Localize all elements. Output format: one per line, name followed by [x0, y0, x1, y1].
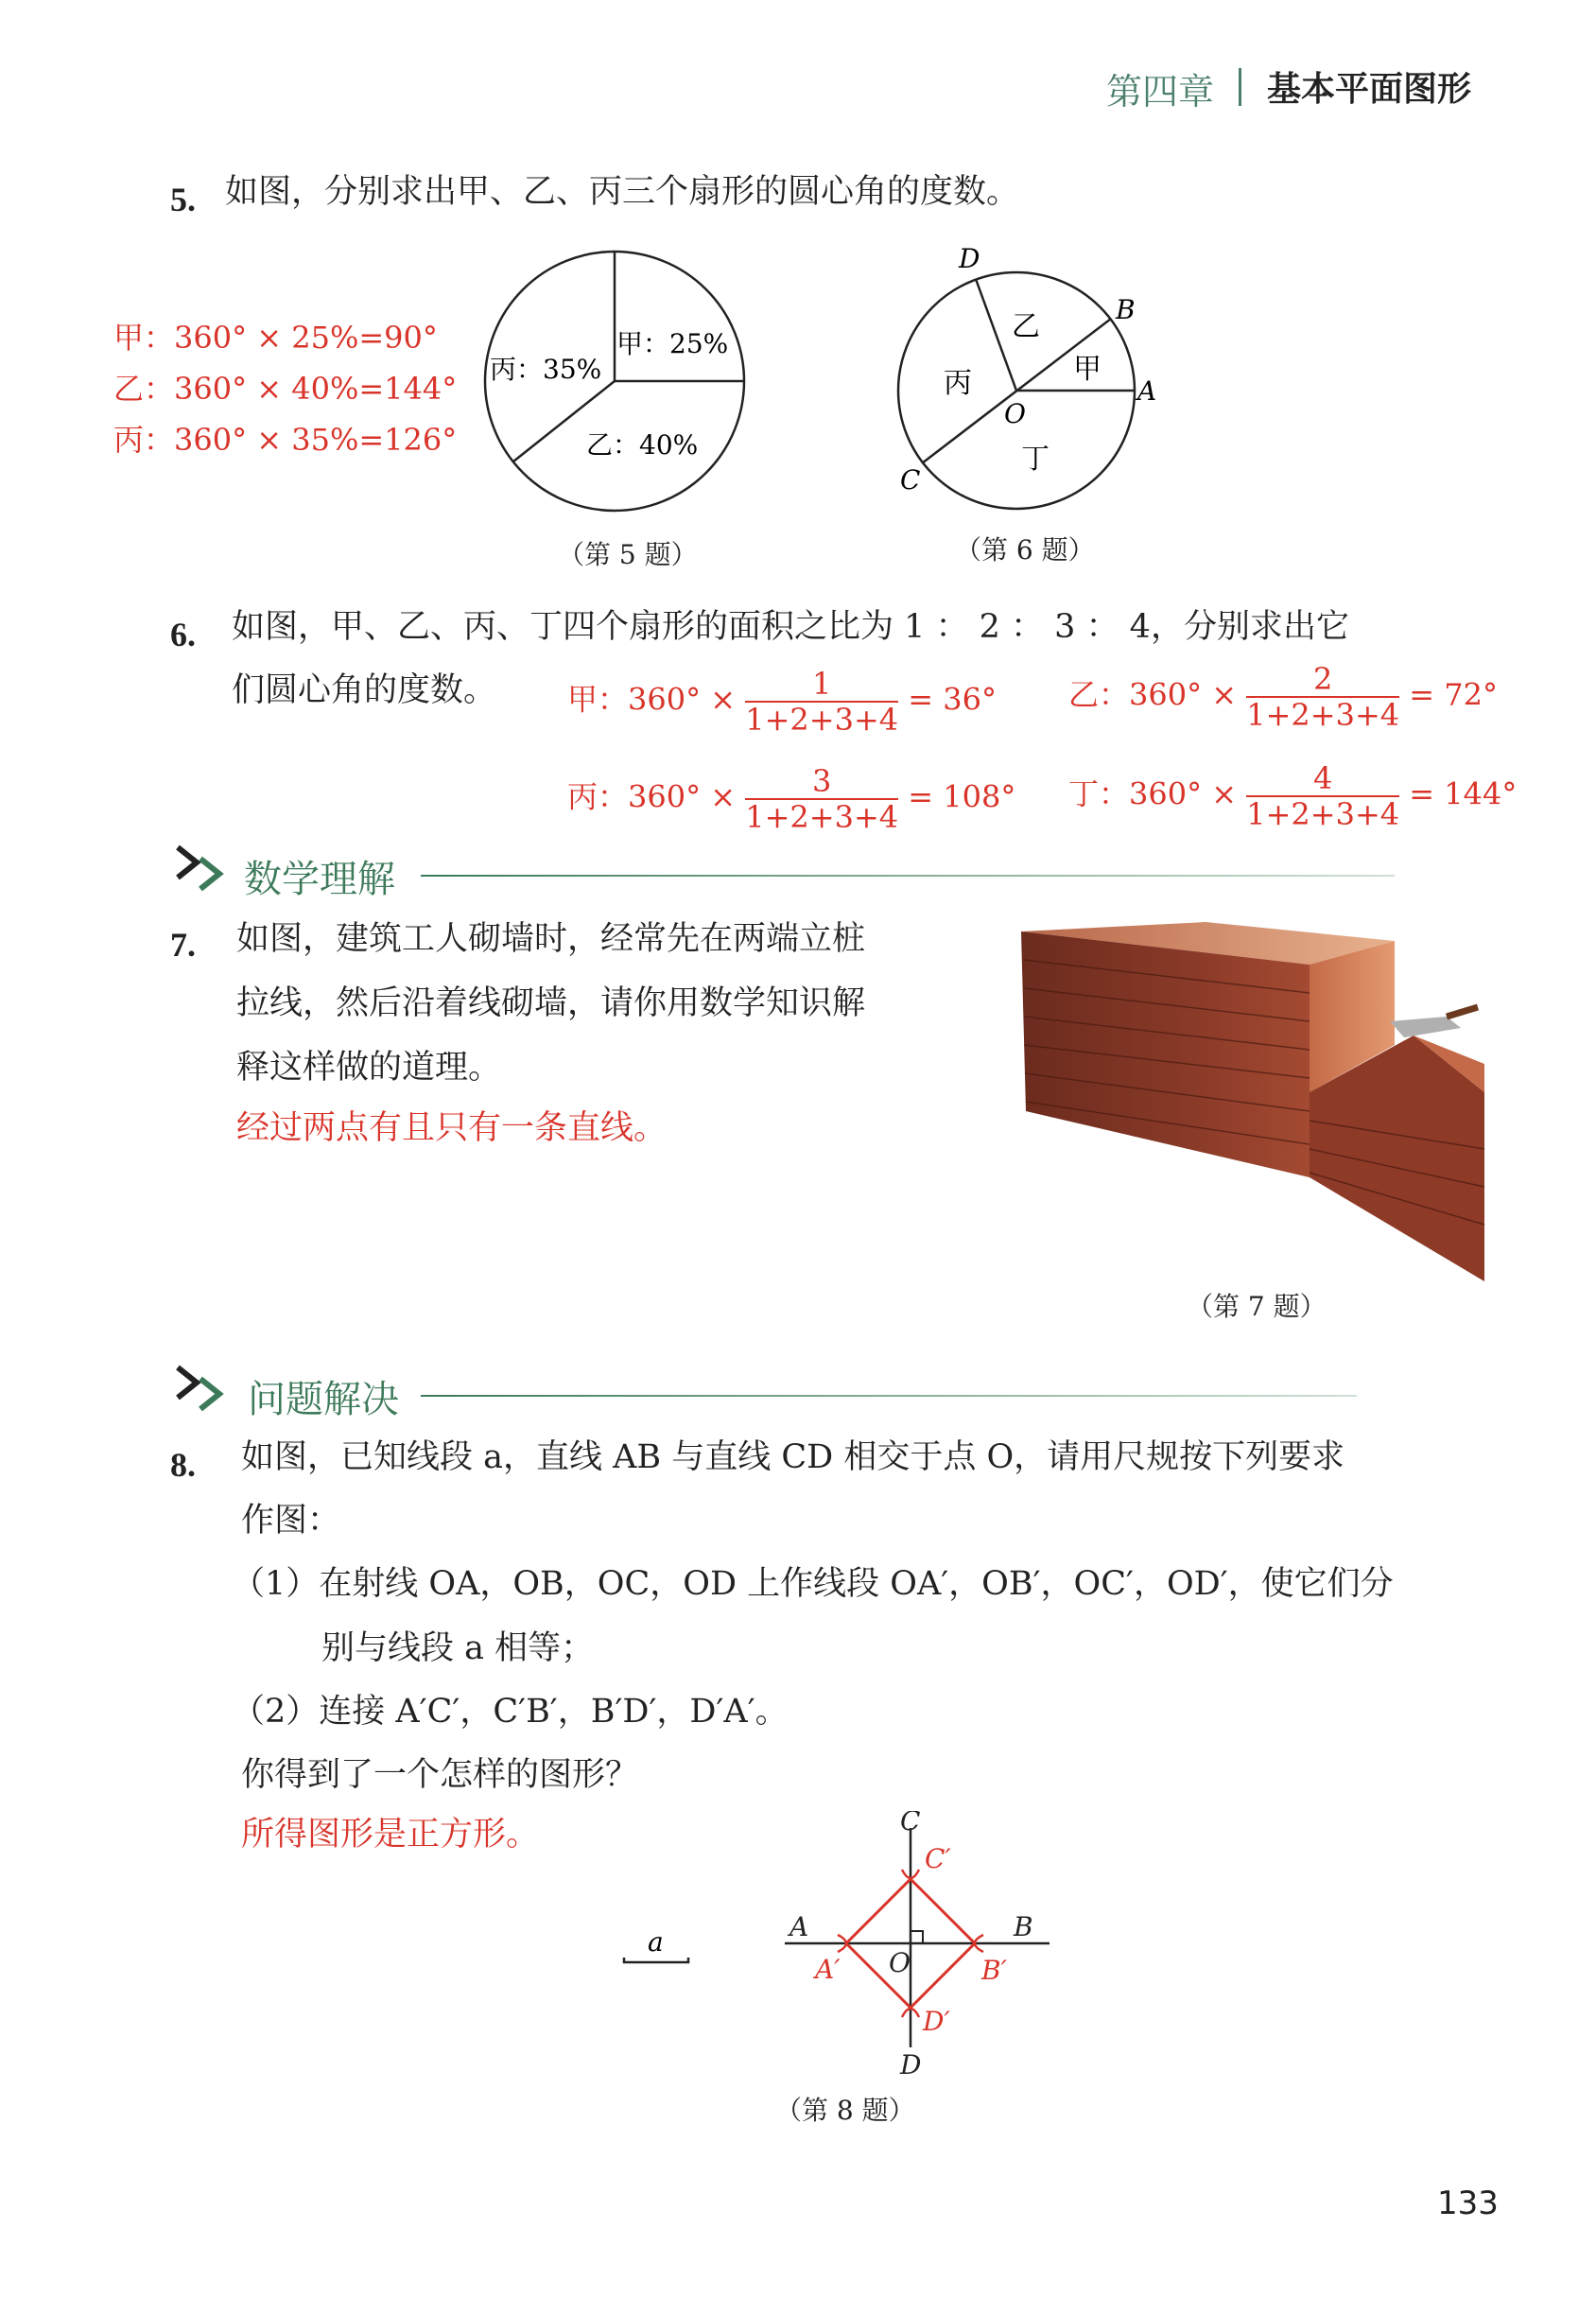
q8-answer: 所得图形是正方形。	[241, 1816, 540, 1854]
q5-number: 5.	[170, 181, 196, 218]
q5-answer-bing: 丙：360° × 35%=126°	[113, 422, 458, 458]
section-divider	[421, 875, 1395, 877]
fig6-sector-bing: 丙	[944, 367, 972, 400]
fig6-point-D: D	[959, 243, 980, 274]
q6-caption: （第 6 题）	[955, 534, 1095, 566]
section-title-problem-solving: 问题解决	[248, 1378, 399, 1421]
q7-line1: 如图，建筑工人砌墙时，经常先在两端立桩	[236, 920, 866, 958]
q8-figure	[605, 1811, 1078, 2085]
q7-number: 7.	[170, 926, 196, 964]
q5-caption: （第 5 题）	[558, 539, 698, 570]
fig6-sector-yi: 乙	[1012, 310, 1040, 343]
q8-question: 你得到了一个怎样的图形？	[241, 1756, 639, 1794]
fig6-point-C: C	[900, 464, 921, 496]
q5-pie-figure	[473, 246, 766, 520]
q5-text: 如图，分别求出甲、乙、丙三个扇形的圆心角的度数。	[225, 173, 1020, 211]
fig8-label-Aprime: A′	[815, 1954, 841, 1985]
fig8-label-a: a	[648, 1926, 664, 1958]
fig6-point-A: A	[1137, 375, 1157, 407]
q7-line2: 拉线，然后沿着线砌墙，请你用数学知识解	[236, 984, 866, 1022]
fig8-label-Bprime: B′	[981, 1955, 1007, 1986]
fig8-label-Dprime: D′	[923, 2006, 950, 2037]
fig6-sector-ding: 丁	[1021, 443, 1050, 476]
fig8-label-D: D	[900, 2049, 922, 2080]
section-divider	[421, 1395, 1357, 1397]
q6-answer-ding: 丁：360° × $\frac{4}{1+2+3+4}$ = 144°	[1068, 760, 1518, 832]
chapter-label: 第四章	[1106, 71, 1215, 113]
q6-answer-jia: 甲：360° × $\frac{1}{1+2+3+4}$ = 36°	[567, 666, 997, 738]
pie-label-bing: 丙：35%	[490, 354, 602, 385]
fig8-label-Cprime: C′	[925, 1843, 951, 1874]
q6-line2: 们圆心角的度数。	[232, 671, 497, 709]
fig8-label-A: A	[789, 1911, 809, 1942]
q8-step2: （2）连接 A′C′，C′B′，B′D′，D′A′。	[232, 1693, 789, 1731]
q6-answer-bing: 丙：360° × $\frac{3}{1+2+3+4}$ = 108°	[567, 763, 1016, 835]
fig8-label-B: B	[1014, 1911, 1033, 1942]
fig6-sector-jia: 甲	[1073, 353, 1102, 386]
q5-answer-jia: 甲：360° × 25%=90°	[113, 320, 438, 356]
section-title-understanding: 数学理解	[244, 858, 395, 901]
q6-answer-yi: 乙：360° × $\frac{2}{1+2+3+4}$ = 72°	[1068, 661, 1498, 733]
q8-line2: 作图：	[241, 1502, 341, 1540]
page-number: 133	[1437, 2184, 1499, 2222]
q8-line1: 如图，已知线段 a，直线 AB 与直线 CD 相交于点 O，请用尺规按下列要求	[241, 1438, 1345, 1476]
header-divider	[1239, 68, 1241, 106]
fig6-point-B: B	[1116, 294, 1136, 325]
q8-number: 8.	[170, 1446, 196, 1484]
q6-line1: 如图，甲、乙、丙、丁四个扇形的面积之比为 1 ： 2 ： 3 ： 4，分别求出它	[232, 608, 1349, 646]
q8-step1-a: （1）在射线 OA，OB，OC，OD 上作线段 OA′，OB′，OC′，OD′，使它们分	[232, 1565, 1394, 1603]
q7-caption: （第 7 题）	[1187, 1291, 1327, 1322]
fig8-label-C: C	[900, 1811, 921, 1836]
q8-caption: （第 8 题）	[775, 2095, 915, 2126]
fig6-point-O: O	[1004, 398, 1026, 429]
q7-line3: 释这样做的道理。	[236, 1049, 502, 1087]
pie-label-jia: 甲：25%	[616, 328, 729, 359]
brick-wall-image	[1016, 922, 1489, 1281]
pie-label-yi: 乙：40%	[586, 429, 699, 461]
section-chevron-icon	[172, 842, 229, 898]
q7-answer: 经过两点有且只有一条直线。	[236, 1109, 668, 1147]
q6-number: 6.	[170, 616, 196, 653]
chapter-title: 基本平面图形	[1267, 70, 1472, 109]
section-chevron-icon	[172, 1362, 229, 1419]
q5-answer-yi: 乙：360° × 40%=144°	[113, 371, 458, 407]
fig8-label-O: O	[889, 1947, 911, 1978]
q6-figure	[879, 241, 1182, 515]
q8-step1-b: 别与线段 a 相等；	[321, 1629, 595, 1667]
